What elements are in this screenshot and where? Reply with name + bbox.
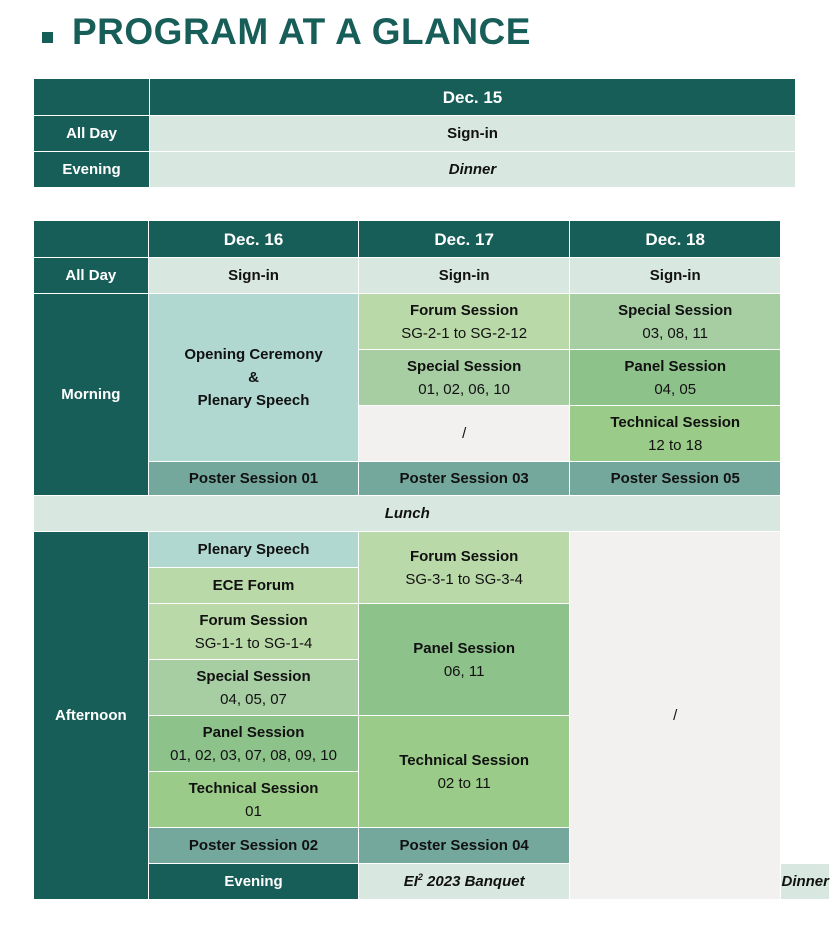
session-title: Special Session	[407, 357, 522, 375]
session-detail: 04, 05, 07	[220, 690, 287, 708]
row-label-afternoon: Afternoon	[34, 532, 149, 900]
date-header-dec16: Dec. 16	[148, 221, 359, 258]
session-title: Panel Session	[624, 357, 727, 375]
session-title: Technical Session	[188, 779, 319, 797]
row-label-evening: Evening	[148, 864, 359, 900]
session-title: Panel Session	[413, 639, 515, 657]
date-header-dec17: Dec. 17	[359, 221, 570, 258]
opening-ceremony-cell	[148, 294, 359, 462]
session-title: Technical Session	[399, 751, 530, 769]
schedule-table-dec15	[33, 78, 796, 188]
sign-in-dec16: Sign-in	[148, 258, 359, 294]
banquet-suffix: 2023 Banquet	[422, 873, 525, 890]
session-detail: 01, 02, 03, 07, 08, 09, 10	[170, 746, 337, 764]
session-detail: 06, 11	[443, 662, 485, 680]
session-detail: 01	[245, 802, 262, 820]
dinner-dec17: Dinner	[781, 864, 830, 900]
special-session-dec16-afternoon	[148, 660, 359, 716]
sign-in-cell: Sign-in	[150, 116, 796, 152]
session-detail: 02 to 11	[437, 774, 491, 792]
banquet-cell-dec16	[359, 864, 570, 900]
session-detail: 03, 08, 11	[642, 324, 709, 342]
empty-cell-dec17-morning: /	[359, 406, 570, 462]
technical-session-dec16-afternoon	[148, 772, 359, 828]
poster-session-01: Poster Session 01	[148, 462, 359, 496]
empty-cell-dec18-afternoon: /	[569, 532, 781, 900]
forum-session-dec17-morning	[359, 294, 570, 350]
row-label-all-day: All Day	[34, 258, 149, 294]
technical-session-dec18-morning	[569, 406, 781, 462]
sign-in-dec18: Sign-in	[569, 258, 781, 294]
dinner-cell: Dinner	[150, 152, 796, 188]
special-session-dec18-morning	[569, 294, 781, 350]
opening-line3: Plenary Speech	[197, 392, 310, 409]
row-label-morning: Morning	[34, 294, 149, 496]
session-detail: SG-3-1 to SG-3-4	[405, 570, 523, 588]
poster-session-02: Poster Session 02	[148, 828, 359, 864]
banquet-superscript: 2	[417, 872, 423, 882]
session-title: Forum Session	[409, 301, 519, 319]
technical-session-dec17-afternoon	[359, 716, 570, 828]
special-session-dec17-morning	[359, 350, 570, 406]
session-title: Special Session	[618, 301, 733, 319]
session-title: Technical Session	[610, 413, 741, 431]
corner-cell	[34, 221, 149, 258]
date-header-dec18: Dec. 18	[569, 221, 781, 258]
title-bullet	[42, 32, 53, 43]
poster-session-05: Poster Session 05	[569, 462, 781, 496]
session-title: Panel Session	[202, 723, 305, 741]
date-header: Dec. 15	[150, 79, 796, 116]
session-title: Special Session	[196, 667, 311, 685]
banquet-prefix: EI	[403, 873, 418, 890]
session-detail: SG-1-1 to SG-1-4	[194, 634, 313, 652]
schedule-table-dec16-18	[33, 220, 830, 900]
opening-line2: &	[248, 369, 259, 386]
poster-session-04: Poster Session 04	[359, 828, 570, 864]
lunch-row: Lunch	[34, 496, 781, 532]
sign-in-dec17: Sign-in	[359, 258, 570, 294]
session-detail: 01, 02, 06, 10	[418, 380, 511, 398]
session-detail: SG-2-1 to SG-2-12	[401, 324, 528, 342]
panel-session-dec16-afternoon	[148, 716, 359, 772]
plenary-speech-dec16: Plenary Speech	[148, 532, 359, 568]
session-detail: 12 to 18	[648, 436, 703, 454]
forum-session-dec17-afternoon	[359, 532, 570, 604]
opening-line1: Opening Ceremony	[184, 346, 323, 363]
session-title: Forum Session	[409, 547, 519, 565]
page-title: PROGRAM AT A GLANCE	[72, 11, 531, 52]
forum-session-dec16-afternoon	[148, 604, 359, 660]
session-title: Forum Session	[199, 611, 308, 629]
poster-session-03: Poster Session 03	[359, 462, 570, 496]
ece-forum-dec16: ECE Forum	[148, 568, 359, 604]
panel-session-dec17-afternoon	[359, 604, 570, 716]
row-label-all-day: All Day	[34, 116, 150, 152]
row-label-evening: Evening	[34, 152, 150, 188]
corner-cell	[34, 79, 150, 116]
session-detail: 04, 05	[654, 380, 697, 398]
panel-session-dec18-morning	[569, 350, 781, 406]
